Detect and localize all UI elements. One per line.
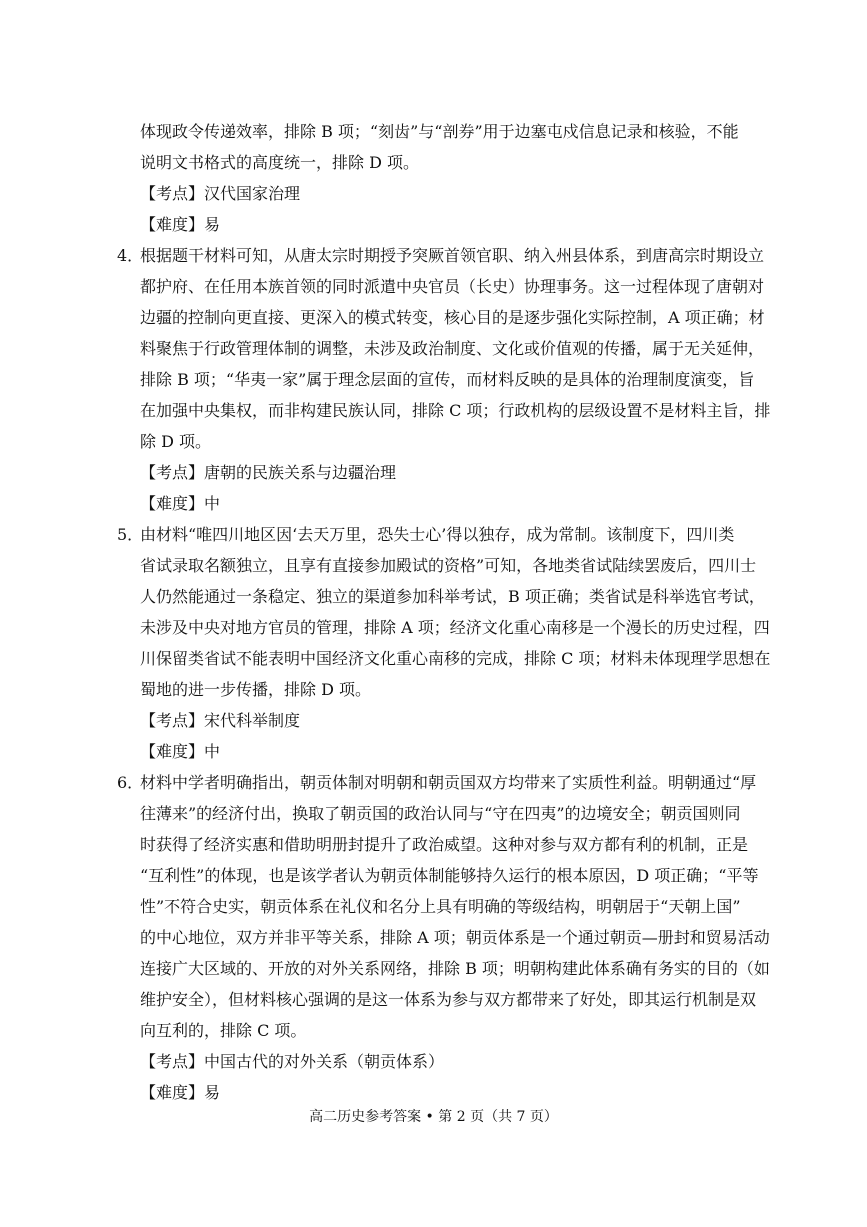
text-line: 都护府、在任用本族首领的同时派遣中央官员（长史）协理事务。这一过程体现了唐朝对 <box>140 277 765 296</box>
answer-4-paragraph <box>140 240 771 457</box>
answer-5-paragraph <box>140 519 771 705</box>
question-number: 4． <box>117 246 144 265</box>
text-line: 在加强中央集权，而非构建民族认同，排除 C 项；行政机构的层级设置不是材料主旨，排 <box>140 401 771 420</box>
question-number: 5． <box>117 525 144 544</box>
nandu-label: 【难度】中 <box>140 494 221 513</box>
text-line: 川保留类省试不能表明中国经济文化重心南移的完成，排除 C 项；材料未体现理学思想在 <box>140 649 771 668</box>
nandu-label: 【难度】中 <box>140 742 221 761</box>
text-line: 蜀地的进一步传播，排除 D 项。 <box>140 680 372 699</box>
text-line: 由材料“唯四川地区因‘去天万里，恐失士心’得以独存，成为常制。该制度下，四川类 <box>140 525 735 544</box>
intro-paragraph <box>140 116 750 178</box>
text-line: 说明文书格式的高度统一，排除 D 项。 <box>140 153 420 172</box>
text-line: 性”不符合史实，朝贡体系在礼仪和名分上具有明确的等级结构，明朝居于“天朝上国” <box>140 897 741 916</box>
text-line: 排除 B 项；“华夷一家”属于理念层面的宣传，而材料反映的是具体的治理制度演变，旨 <box>140 370 755 389</box>
text-line: 材料中学者明确指出，朝贡体制对明朝和朝贡国双方均带来了实质性利益。明朝通过“厚 <box>140 773 757 792</box>
text-line: 料聚焦于行政管理体制的调整，未涉及政治制度、文化或价值观的传播，属于无关延伸， <box>140 339 765 358</box>
kaodian-label: 【考点】汉代国家治理 <box>140 184 301 203</box>
text-line: 根据题干材料可知，从唐太宗时期授予突厥首领官职、纳入州县体系，到唐高宗时期设立 <box>140 246 765 265</box>
text-line: 维护安全），但材料核心强调的是这一体系为参与双方都带来了好处，即其运行机制是双 <box>140 990 757 1009</box>
kaodian-label: 【考点】唐朝的民族关系与边疆治理 <box>140 463 397 482</box>
question-number: 6． <box>117 773 144 792</box>
text-line: 边疆的控制向更直接、更深入的模式转变，核心目的是逐步强化实际控制，A 项正确；材 <box>140 308 765 327</box>
text-line: 的中心地位，双方并非平等关系，排除 A 项；朝贡体系是一个通过朝贡—册封和贸易活动 <box>140 928 770 947</box>
answer-6-paragraph <box>140 767 770 1046</box>
kaodian-label: 【考点】中国古代的对外关系（朝贡体系） <box>140 1052 445 1071</box>
nandu-label: 【难度】易 <box>140 215 221 234</box>
text-line: “互利性”的体现，也是该学者认为朝贡体制能够持久运行的根本原因，D 项正确；“平等 <box>140 866 759 885</box>
text-line: 往薄来”的经济付出，换取了朝贡国的政治认同与“守在四夷”的边境安全；朝贡国则同 <box>140 804 741 823</box>
text-line: 省试录取名额独立，且享有直接参加殿试的资格”可知，各地类省试陆续罢废后，四川士 <box>140 556 757 575</box>
text-line: 体现政令传递效率，排除 B 项；“刻齿”与“剖券”用于边塞屯戍信息记录和核验，不能 <box>140 122 739 141</box>
text-line: 除 D 项。 <box>140 432 212 451</box>
kaodian-label: 【考点】宋代科举制度 <box>140 711 301 730</box>
nandu-label: 【难度】易 <box>140 1083 221 1102</box>
text-line: 向互利的，排除 C 项。 <box>140 1021 307 1040</box>
text-line: 时获得了经济实惠和借助明册封提升了政治威望。这种对参与双方都有利的机制，正是 <box>140 835 749 854</box>
text-line: 人仍然能通过一条稳定、独立的渠道参加科举考试，B 项正确；类省试是科举选官考试， <box>140 587 765 606</box>
text-line: 未涉及中央对地方官员的管理，排除 A 项；经济文化重心南移是一个漫长的历史过程，四 <box>140 618 770 637</box>
text-line: 连接广大区域的、开放的对外关系网络，排除 B 项；明朝构建此体系确有务实的目的（如 <box>140 959 770 978</box>
page-footer: 高二历史参考答案 • 第 2 页（共 7 页） <box>309 1109 558 1125</box>
